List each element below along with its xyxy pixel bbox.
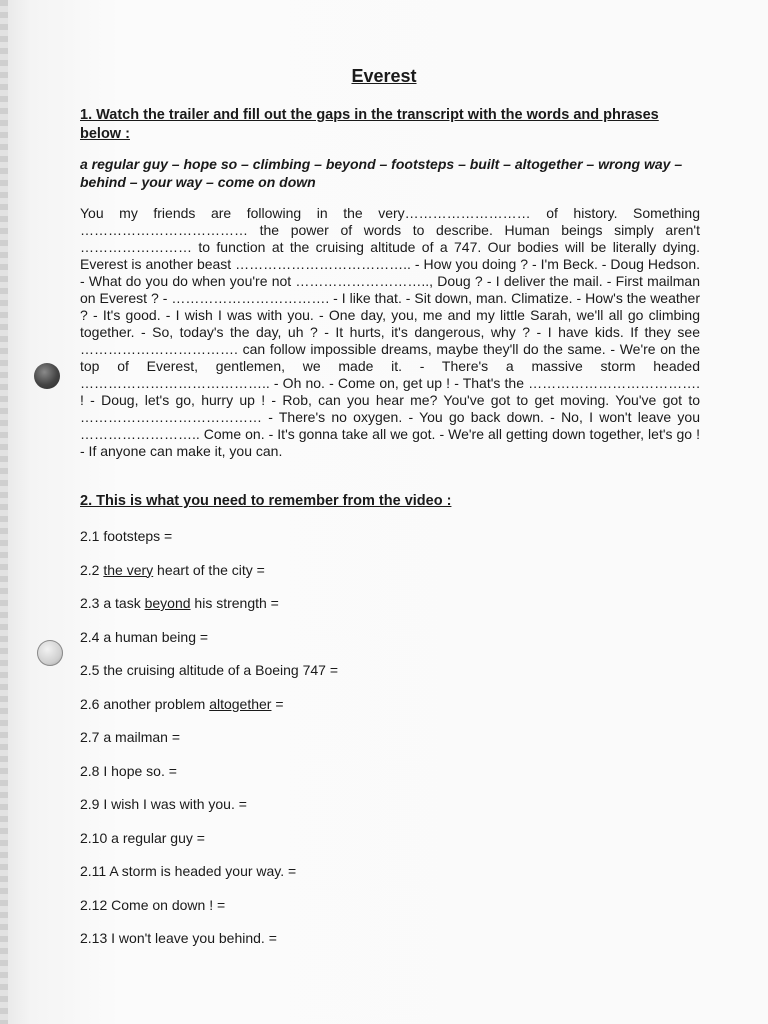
question-keyword: altogether: [209, 695, 272, 712]
question-item: [80, 595, 279, 611]
question-item: [80, 897, 225, 913]
question-item: [80, 763, 177, 779]
section1-heading: 1. Watch the trailer and fill out the gaps in the transcript with the words and phrases below :: [80, 107, 659, 142]
question-item: [80, 830, 205, 846]
question-keyword: the very: [103, 561, 154, 578]
question-text: 2.11 A storm is headed your way. =: [80, 863, 297, 879]
question-text: 2.9 I wish I was with you. =: [80, 796, 247, 812]
question-text-end: his strength =: [190, 595, 279, 611]
question-text: 2.10 a regular guy =: [80, 829, 205, 846]
question-text: 2.13 I won't leave you behind. =: [80, 930, 277, 946]
word-list: a regular guy – hope so – climbing – beyond – footsteps – built – altogether – wrong way – behind – your way – come on down: [80, 156, 683, 190]
question-text: 2.3 a task: [80, 595, 145, 611]
question-text: 2.5 the cruising altitude of a Boeing 747 =: [80, 662, 339, 678]
question-text: 2.2: [80, 561, 104, 578]
transcript-text: You my friends are following in the very……………………… of history. Something ……………………………… the power of words to describe. Human beings simply aren't …………………… to function at the cruising altitude of a 747. Our bodies will be literally dying. Everest is another beast ……………………………….. - How you doing ? - I'm Beck. - Doug Hedson. - What do you do when you're not ……………………….., Doug ? - I deliver the mail. - First mailman on Everest ? - ……………………………. - I like that. - Sit down, man. Climatize. - How's the weather ? - It's good. - I wish I was with you. - One day, you, me and my little Sarah, we'll all go climbing together. - So, today's the day, uh ? - It hurts, it's dangerous, why ? - I have kids. If they see ……………………………. can follow impossible dreams, maybe they'll do the same. - We're on the top of Everest, gentlemen, we made it. - There's a massive storm headed ………………………………….. - Oh no. - Come on, get up ! - That's the ………………………………. ! - Doug, let's go, hurry up ! - Rob, can you hear me? You've got to get moving. You've got to ………………………………… - There's no oxygen. - You go back down. - No, I won't leave you …………………….. Come on. - It's gonna take all we got. - We're all getting down together, let's go ! - If anyone can make it, you can.: [80, 205, 700, 459]
section2-heading: 2. This is what you need to remember from the video :: [80, 493, 452, 509]
punch-hole-bottom: [37, 640, 63, 666]
question-item: [80, 696, 284, 712]
question-item: [80, 662, 338, 678]
question-text: 2.6 another problem: [80, 695, 210, 712]
question-text: 2.4 a human being =: [80, 628, 209, 645]
binder-edge: [0, 0, 8, 1024]
question-text: 2.12 Come on down ! =: [80, 896, 226, 913]
question-text: 2.7 a mailman =: [80, 729, 180, 745]
question-text-end: =: [271, 695, 284, 712]
question-item: [80, 930, 277, 946]
question-item: [80, 528, 172, 544]
question-keyword: beyond: [144, 595, 191, 611]
question-item: [80, 562, 265, 578]
question-item: [80, 863, 296, 879]
question-item: [80, 629, 208, 645]
question-text: 2.1 footsteps =: [80, 528, 173, 544]
page-title: Everest: [351, 66, 417, 86]
punch-hole-top: [34, 363, 60, 389]
question-text-end: heart of the city =: [153, 561, 265, 578]
question-item: [80, 729, 180, 745]
question-text: 2.8 I hope so. =: [80, 762, 177, 779]
question-item: [80, 796, 247, 812]
